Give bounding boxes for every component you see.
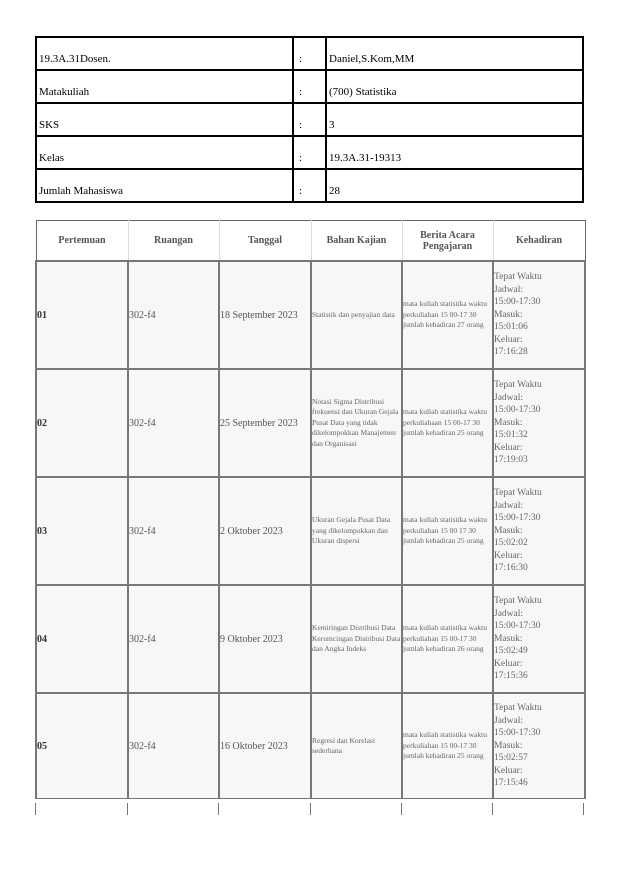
info-key: Kelas [36, 136, 293, 169]
kehadiran-masuk-label: Masuk: [494, 417, 523, 428]
info-separator: : [293, 169, 326, 202]
info-separator: : [293, 37, 326, 70]
cell-pertemuan: 05 [36, 693, 128, 799]
cell-kehadiran [493, 261, 585, 369]
kehadiran-masuk: 15:01:06 [494, 322, 528, 333]
cell-pertemuan: 03 [36, 477, 128, 585]
info-row [36, 136, 583, 169]
cell-berita-acara: mata kuliah statistika waktu perkuliahaan 15 00-17 30 jumlah kehadiran 25 orang [402, 369, 493, 477]
kehadiran-jadwal: 15:00-17:30 [494, 513, 541, 524]
info-key: SKS [36, 103, 293, 136]
kehadiran-jadwal-label: Jadwal: [494, 392, 524, 403]
kehadiran-jadwal-label: Jadwal: [494, 500, 524, 511]
cell-tanggal: 25 September 2023 [219, 369, 311, 477]
kehadiran-status: Tepat Waktu [494, 488, 542, 499]
kehadiran-masuk-label: Masuk: [494, 633, 523, 644]
cell-tanggal: 9 Oktober 2023 [219, 585, 311, 693]
cell-berita-acara: mata kuliah statistika waktu perkuliahan 15 00 17 30 jumlah kehadiran 25 orang [402, 477, 493, 585]
kehadiran-masuk-label: Masuk: [494, 525, 523, 536]
cell-bahan-kajian: Statistik dan penyajian data [311, 261, 402, 369]
kehadiran-jadwal: 15:00-17:30 [494, 728, 541, 739]
cell-berita-acara: mata kuliah statistika waktu perkuliahan 15 00-17 30 jumlah kehadiran 25 orang [402, 693, 493, 799]
kehadiran-masuk: 15:02:57 [494, 753, 528, 764]
kehadiran-status: Tepat Waktu [494, 596, 542, 607]
kehadiran-keluar-label: Keluar: [494, 550, 523, 561]
cell-kehadiran [493, 369, 585, 477]
cell-berita-acara: mata kuliah statistika waktu perkuliahan 15 00-17 30 jumlah kehadiran 26 orang [402, 585, 493, 693]
kehadiran-jadwal: 15:00-17:30 [494, 405, 541, 416]
kehadiran-keluar: 17:16:28 [494, 347, 528, 358]
kehadiran-masuk: 15:02:02 [494, 538, 528, 549]
cell-kehadiran [493, 693, 585, 799]
info-separator: : [293, 103, 326, 136]
table-row [36, 477, 585, 585]
cell-ruangan: 302-f4 [128, 369, 219, 477]
cell-bahan-kajian: Ukuran Gejala Pusat Data yang dikelompokkan dan Ukuran dispersi [311, 477, 402, 585]
header-ruangan: Ruangan [128, 221, 219, 262]
kehadiran-masuk: 15:02:49 [494, 646, 528, 657]
cell-pertemuan: 04 [36, 585, 128, 693]
kehadiran-status: Tepat Waktu [494, 380, 542, 391]
attendance-table [35, 220, 586, 799]
cell-kehadiran [493, 585, 585, 693]
info-key: 19.3A.31Dosen. [36, 37, 293, 70]
cell-pertemuan: 02 [36, 369, 128, 477]
info-separator: : [293, 136, 326, 169]
kehadiran-jadwal-label: Jadwal: [494, 715, 524, 726]
cell-berita-acara: mata kuliah statistika waktu perkuliahan 15 00-17 30 jumlah kehadiran 27 orang [402, 261, 493, 369]
info-row [36, 103, 583, 136]
table-continuation [35, 803, 584, 815]
cell-tanggal: 2 Oktober 2023 [219, 477, 311, 585]
kehadiran-status: Tepat Waktu [494, 703, 542, 714]
kehadiran-jadwal-label: Jadwal: [494, 284, 524, 295]
header-kehadiran: Kehadiran [493, 221, 585, 262]
info-value: 3 [326, 103, 583, 136]
table-row [36, 585, 585, 693]
header-berita-acara: Berita Acara Pengajaran [402, 221, 493, 262]
info-row [36, 70, 583, 103]
cell-bahan-kajian: Kemiringan Distribusi Data Kerumcingan Distribusi Data dan Angka Indeks [311, 585, 402, 693]
info-row [36, 169, 583, 202]
kehadiran-masuk: 15:01:32 [494, 430, 528, 441]
info-value: (700) Statistika [326, 70, 583, 103]
cell-ruangan: 302-f4 [128, 585, 219, 693]
attendance-header-row [36, 221, 585, 262]
header-tanggal: Tanggal [219, 221, 311, 262]
info-value: Daniel,S.Kom,MM [326, 37, 583, 70]
info-value: 28 [326, 169, 583, 202]
course-info-table [35, 36, 584, 203]
cell-tanggal: 16 Oktober 2023 [219, 693, 311, 799]
cell-bahan-kajian: Notasi Sigma Distribusi frekuensi dan Ukuran Gejala Pusat Data yang tidak dikelompokkan Manajemen dan Organisasi [311, 369, 402, 477]
header-pertemuan: Pertemuan [36, 221, 128, 262]
cell-kehadiran [493, 477, 585, 585]
cell-bahan-kajian: Regresi dan Korelasi sederhana [311, 693, 402, 799]
kehadiran-keluar-label: Keluar: [494, 658, 523, 669]
kehadiran-keluar: 17:19:03 [494, 455, 528, 466]
header-bahan-kajian: Bahan Kajian [311, 221, 402, 262]
cell-pertemuan: 01 [36, 261, 128, 369]
kehadiran-keluar: 17:16:30 [494, 563, 528, 574]
kehadiran-status: Tepat Waktu [494, 272, 542, 283]
info-row [36, 37, 583, 70]
info-key: Jumlah Mahasiswa [36, 169, 293, 202]
kehadiran-keluar: 17:15:36 [494, 671, 528, 682]
kehadiran-jadwal-label: Jadwal: [494, 608, 524, 619]
kehadiran-masuk-label: Masuk: [494, 740, 523, 751]
kehadiran-jadwal: 15:00-17:30 [494, 621, 541, 632]
info-key: Matakuliah [36, 70, 293, 103]
kehadiran-keluar: 17:15:46 [494, 778, 528, 789]
kehadiran-jadwal: 15:00-17:30 [494, 297, 541, 308]
kehadiran-keluar-label: Keluar: [494, 765, 523, 776]
cell-ruangan: 302-f4 [128, 261, 219, 369]
table-row [36, 261, 585, 369]
table-row [36, 369, 585, 477]
kehadiran-keluar-label: Keluar: [494, 334, 523, 345]
cell-ruangan: 302-f4 [128, 477, 219, 585]
kehadiran-masuk-label: Masuk: [494, 309, 523, 320]
table-row [36, 693, 585, 799]
info-value: 19.3A.31-19313 [326, 136, 583, 169]
info-separator: : [293, 70, 326, 103]
cell-tanggal: 18 September 2023 [219, 261, 311, 369]
cell-ruangan: 302-f4 [128, 693, 219, 799]
kehadiran-keluar-label: Keluar: [494, 442, 523, 453]
